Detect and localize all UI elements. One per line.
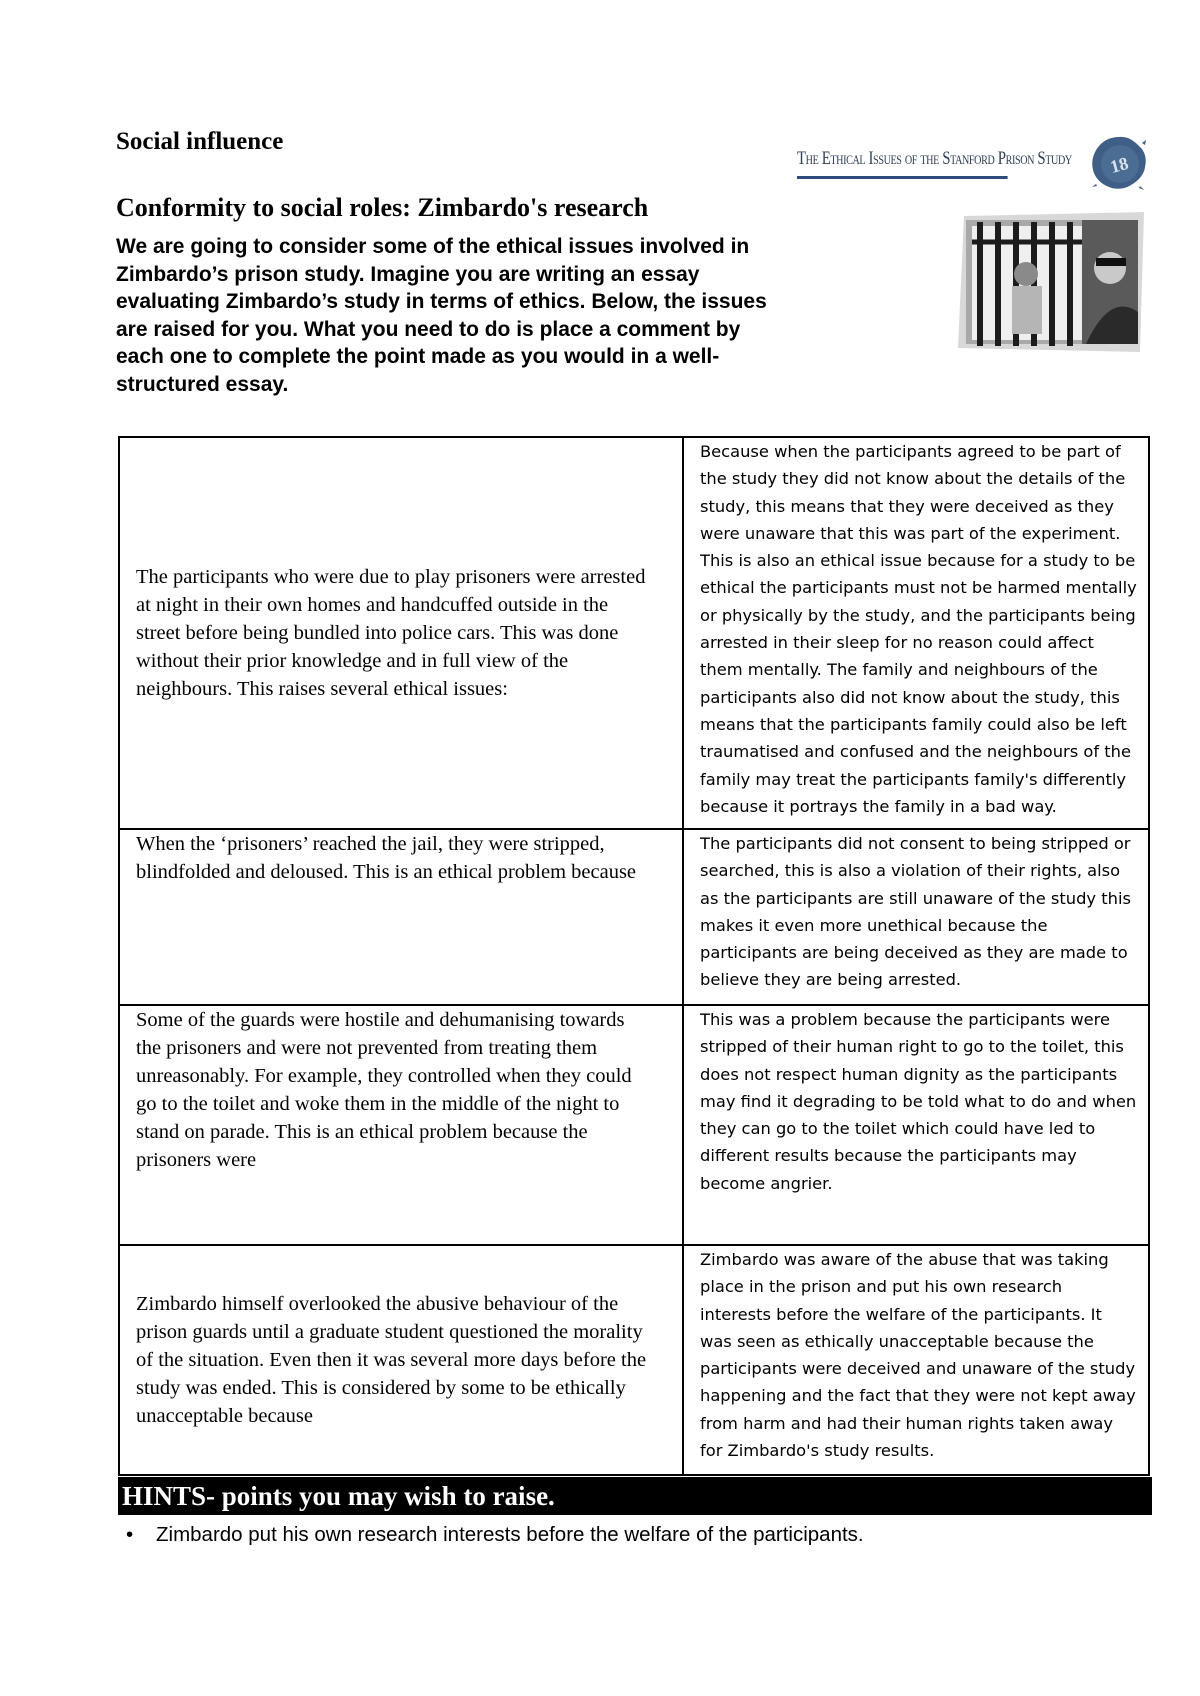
issue-answer: Zimbardo was aware of the abuse that was taking place in the prison and put his own research interests before the welfare of the participants. It was seen as ethically unacceptable because the participants were deceived and unaware of the study happening and the fact that they were not kept away from harm and had their human rights taken away for Zimbardo's study results. bbox=[683, 1245, 1149, 1475]
table-row bbox=[119, 829, 1149, 1005]
issue-answer: Because when the participants agreed to be part of the study they did not know about the details of the study, this means that they were deceived as they were unaware that this was part of the experiment. This is also an ethical issue because for a study to be ethical the participants must not be harmed mentally or physically by the study, and the participants being arrested in their sleep for no reason could affect them mentally. The family and neighbours of the participants also did not know about the study, this means that the participants family could also be left traumatised and confused and the neighbours of the family may treat the participants family's differently because it portrays the family in a bad way. bbox=[683, 437, 1149, 829]
issue-answer: The participants did not consent to being stripped or searched, this is also a violation of their rights, also as the participants are still unaware of the study this makes it even more unethical because the participants are being deceived as they are made to believe they are being arrested. bbox=[683, 829, 1149, 1005]
page-number: 18 bbox=[1107, 152, 1131, 177]
intro-paragraph: We are going to consider some of the ethical issues involved in Zimbardo’s prison study. Imagine you are writing an essay evaluating Zimbardo’s study in terms of ethics. Below, the issues are raised for you. What you need to do is place a comment by each one to complete the point made as you would in a well- structured essay. bbox=[116, 235, 767, 396]
page-number-badge bbox=[1090, 134, 1148, 192]
table-row bbox=[119, 1005, 1149, 1245]
table-row bbox=[119, 437, 1149, 829]
bullet-icon: • bbox=[126, 1523, 134, 1546]
issue-prompt: The participants who were due to play prisoners were arrested at night in their own homes and handcuffed outside in the street before being bundled into police cars. This was done without their prior knowledge and in full view of the neighbours. This raises several ethical issues: bbox=[119, 437, 683, 829]
prison-photo bbox=[958, 212, 1144, 352]
issue-answer: This was a problem because the participants were stripped of their human right to go to the toilet, this does not respect human dignity as the participants may find it degrading to be told what to do and when they can go to the toilet which could have led to different results because the participants may become angrier. bbox=[683, 1005, 1149, 1245]
issue-prompt: Zimbardo himself overlooked the abusive behaviour of the prison guards until a graduate student questioned the morality of the situation. Even then it was several more days before the study was ended. This is considered by some to be ethically unacceptable because bbox=[119, 1245, 683, 1475]
hint-text: Zimbardo put his own research interests before the welfare of the participants. bbox=[156, 1523, 864, 1546]
hints-heading: HINTS- points you may wish to raise. bbox=[118, 1477, 1152, 1515]
header-brand: The Ethical Issues of the Stanford Prison Study bbox=[797, 148, 1008, 179]
research-title: Conformity to social roles: Zimbardo's research bbox=[116, 193, 649, 222]
issue-prompt: Some of the guards were hostile and dehumanising towards the prisoners and were not prevented from treating them unreasonably. For example, they controlled when they could go to the toilet and woke them in the middle of the night to stand on parade. This is an ethical problem because the prisoners were bbox=[119, 1005, 683, 1245]
hint-item bbox=[126, 1523, 864, 1547]
section-title: Social influence bbox=[116, 128, 284, 155]
ethical-issues-table bbox=[118, 436, 1150, 1476]
table-row bbox=[119, 1245, 1149, 1475]
issue-prompt: When the ‘prisoners’ reached the jail, they were stripped, blindfolded and deloused. This is an ethical problem because bbox=[119, 829, 683, 1005]
